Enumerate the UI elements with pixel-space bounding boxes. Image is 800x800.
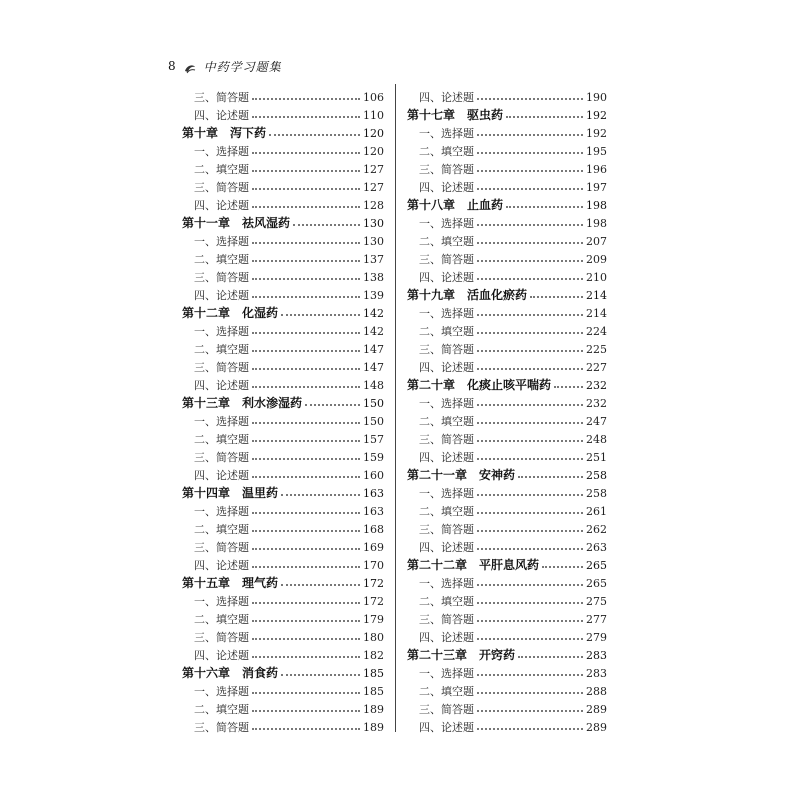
entry-page-number: 192 <box>586 127 607 140</box>
entry-title: 三、简答题 <box>419 613 474 626</box>
toc-chapter-entry[interactable] <box>407 193 607 211</box>
dot-leader <box>252 188 360 190</box>
toc-section-entry[interactable] <box>182 175 384 193</box>
dot-leader <box>269 134 360 136</box>
entry-title: 第二十一章 安神药 <box>407 468 516 482</box>
entry-page-number: 127 <box>363 181 384 194</box>
toc-section-entry[interactable] <box>182 355 384 373</box>
toc-section-entry[interactable] <box>182 679 384 697</box>
toc-section-entry[interactable] <box>407 157 607 175</box>
toc-section-entry[interactable] <box>407 715 607 733</box>
dot-leader <box>252 530 360 532</box>
entry-title: 一、选择题 <box>419 397 474 410</box>
dot-leader <box>477 674 583 676</box>
entry-title: 三、简答题 <box>194 271 249 284</box>
entry-page-number: 130 <box>363 217 384 230</box>
entry-title: 二、填空题 <box>419 235 474 248</box>
toc-section-entry[interactable] <box>407 427 607 445</box>
entry-page-number: 263 <box>586 541 607 554</box>
entry-title: 三、简答题 <box>419 703 474 716</box>
entry-page-number: 262 <box>586 523 607 536</box>
dot-leader <box>477 404 583 406</box>
entry-title: 四、论述题 <box>194 109 249 122</box>
toc-section-entry[interactable] <box>407 337 607 355</box>
dot-leader <box>252 692 360 694</box>
entry-title: 三、简答题 <box>419 343 474 356</box>
toc-chapter-entry[interactable] <box>407 463 607 481</box>
entry-page-number: 225 <box>586 343 607 356</box>
dot-leader <box>506 116 583 118</box>
dot-leader <box>252 602 360 604</box>
entry-title: 三、简答题 <box>194 451 249 464</box>
toc-chapter-entry[interactable] <box>182 121 384 139</box>
toc-section-entry[interactable] <box>407 265 607 283</box>
dot-leader <box>252 620 360 622</box>
toc-section-entry[interactable] <box>407 445 607 463</box>
entry-page-number: 283 <box>586 649 607 662</box>
dot-leader <box>252 710 360 712</box>
entry-page-number: 169 <box>363 541 384 554</box>
entry-title: 二、填空题 <box>194 163 249 176</box>
dot-leader <box>252 458 360 460</box>
entry-page-number: 142 <box>363 325 384 338</box>
entry-title: 二、填空题 <box>419 145 474 158</box>
entry-page-number: 197 <box>586 181 607 194</box>
entry-page-number: 196 <box>586 163 607 176</box>
dot-leader <box>477 224 583 226</box>
dot-leader <box>252 152 360 154</box>
dot-leader <box>477 170 583 172</box>
dot-leader <box>252 476 360 478</box>
entry-title: 第十七章 驱虫药 <box>407 108 504 122</box>
entry-title: 三、简答题 <box>419 253 474 266</box>
toc-column-left <box>182 85 384 733</box>
entry-title: 三、简答题 <box>194 541 249 554</box>
entry-title: 第十四章 温里药 <box>182 486 279 500</box>
toc-section-entry[interactable] <box>182 463 384 481</box>
entry-title: 一、选择题 <box>419 307 474 320</box>
entry-page-number: 120 <box>363 127 384 140</box>
entry-page-number: 265 <box>586 559 607 572</box>
entry-page-number: 159 <box>363 451 384 464</box>
entry-page-number: 106 <box>363 91 384 104</box>
page-header <box>168 57 282 75</box>
dot-leader <box>252 422 360 424</box>
dot-leader <box>542 566 583 568</box>
entry-title: 四、论述题 <box>194 289 249 302</box>
dot-leader <box>477 242 583 244</box>
entry-page-number: 192 <box>586 109 607 122</box>
toc-column-right <box>407 85 607 733</box>
toc-section-entry[interactable] <box>182 643 384 661</box>
entry-title: 一、选择题 <box>419 487 474 500</box>
toc-chapter-entry[interactable] <box>182 571 384 589</box>
entry-page-number: 163 <box>363 487 384 500</box>
entry-title: 四、论述题 <box>419 721 474 734</box>
entry-page-number: 179 <box>363 613 384 626</box>
dot-leader <box>252 350 360 352</box>
entry-title: 第十三章 利水渗湿药 <box>182 396 303 410</box>
entry-page-number: 128 <box>363 199 384 212</box>
toc-section-entry[interactable] <box>407 175 607 193</box>
entry-title: 二、填空题 <box>194 613 249 626</box>
dot-leader <box>252 278 360 280</box>
entry-page-number: 195 <box>586 145 607 158</box>
toc-section-entry[interactable] <box>182 283 384 301</box>
entry-title: 三、简答题 <box>419 433 474 446</box>
entry-page-number: 251 <box>586 451 607 464</box>
entry-page-number: 248 <box>586 433 607 446</box>
entry-title: 二、填空题 <box>194 253 249 266</box>
toc-section-entry[interactable] <box>407 85 607 103</box>
dot-leader <box>252 206 360 208</box>
entry-page-number: 198 <box>586 217 607 230</box>
entry-title: 三、简答题 <box>194 631 249 644</box>
entry-title: 四、论述题 <box>194 559 249 572</box>
toc-section-entry[interactable] <box>182 139 384 157</box>
toc-section-entry[interactable] <box>407 661 607 679</box>
entry-page-number: 232 <box>586 379 607 392</box>
toc-section-entry[interactable] <box>182 85 384 103</box>
entry-page-number: 210 <box>586 271 607 284</box>
entry-title: 四、论述题 <box>194 199 249 212</box>
toc-section-entry[interactable] <box>182 229 384 247</box>
dot-leader <box>281 674 360 676</box>
toc-chapter-entry[interactable] <box>407 553 607 571</box>
entry-page-number: 150 <box>363 415 384 428</box>
toc-section-entry[interactable] <box>182 427 384 445</box>
toc-section-entry[interactable] <box>407 517 607 535</box>
entry-page-number: 138 <box>363 271 384 284</box>
entry-page-number: 209 <box>586 253 607 266</box>
dot-leader <box>477 602 583 604</box>
toc-section-entry[interactable] <box>407 355 607 373</box>
dot-leader <box>477 728 583 730</box>
toc-section-entry[interactable] <box>182 715 384 733</box>
dot-leader <box>477 422 583 424</box>
dot-leader <box>252 656 360 658</box>
dot-leader <box>252 98 360 100</box>
toc-section-entry[interactable] <box>182 193 384 211</box>
entry-page-number: 147 <box>363 361 384 374</box>
dot-leader <box>305 404 360 406</box>
toc-chapter-entry[interactable] <box>182 661 384 679</box>
toc-section-entry[interactable] <box>407 625 607 643</box>
dot-leader <box>477 584 583 586</box>
entry-title: 二、填空题 <box>419 325 474 338</box>
toc-section-entry[interactable] <box>407 571 607 589</box>
entry-title: 二、填空题 <box>419 595 474 608</box>
entry-title: 第十章 泻下药 <box>182 126 267 140</box>
entry-page-number: 214 <box>586 307 607 320</box>
toc-section-entry[interactable] <box>407 391 607 409</box>
dot-leader <box>252 548 360 550</box>
entry-page-number: 157 <box>363 433 384 446</box>
entry-title: 四、论述题 <box>194 469 249 482</box>
entry-page-number: 160 <box>363 469 384 482</box>
entry-title: 二、填空题 <box>194 343 249 356</box>
toc-section-entry[interactable] <box>182 607 384 625</box>
entry-title: 四、论述题 <box>419 541 474 554</box>
entry-page-number: 139 <box>363 289 384 302</box>
entry-title: 一、选择题 <box>194 235 249 248</box>
toc-section-entry[interactable] <box>182 247 384 265</box>
toc-chapter-entry[interactable] <box>407 373 607 391</box>
entry-title: 一、选择题 <box>194 325 249 338</box>
entry-title: 三、简答题 <box>194 181 249 194</box>
dot-leader <box>477 350 583 352</box>
dot-leader <box>477 134 583 136</box>
entry-title: 四、论述题 <box>194 379 249 392</box>
entry-title: 三、简答题 <box>194 91 249 104</box>
entry-page-number: 147 <box>363 343 384 356</box>
entry-page-number: 277 <box>586 613 607 626</box>
toc-section-entry[interactable] <box>182 589 384 607</box>
dot-leader <box>518 656 583 658</box>
entry-title: 二、填空题 <box>194 433 249 446</box>
entry-page-number: 190 <box>586 91 607 104</box>
toc-section-entry[interactable] <box>407 589 607 607</box>
toc-chapter-entry[interactable] <box>182 211 384 229</box>
dot-leader <box>477 278 583 280</box>
entry-title: 四、论述题 <box>419 361 474 374</box>
toc-section-entry[interactable] <box>182 265 384 283</box>
toc-section-entry[interactable] <box>182 157 384 175</box>
entry-page-number: 185 <box>363 685 384 698</box>
toc-section-entry[interactable] <box>182 553 384 571</box>
entry-title: 三、简答题 <box>194 721 249 734</box>
entry-page-number: 258 <box>586 487 607 500</box>
entry-page-number: 289 <box>586 703 607 716</box>
entry-title: 第十六章 消食药 <box>182 666 279 680</box>
toc-section-entry[interactable] <box>182 625 384 643</box>
toc-section-entry[interactable] <box>407 535 607 553</box>
toc-section-entry[interactable] <box>182 409 384 427</box>
entry-page-number: 163 <box>363 505 384 518</box>
book-title: 中药学习题集 <box>203 59 282 74</box>
dot-leader <box>252 638 360 640</box>
toc-section-entry[interactable] <box>407 481 607 499</box>
entry-title: 一、选择题 <box>419 667 474 680</box>
dot-leader <box>252 368 360 370</box>
entry-title: 第十五章 理气药 <box>182 576 279 590</box>
entry-title: 第二十二章 平肝息风药 <box>407 558 540 572</box>
toc-section-entry[interactable] <box>182 517 384 535</box>
entry-title: 三、简答题 <box>194 361 249 374</box>
entry-page-number: 120 <box>363 145 384 158</box>
toc-chapter-entry[interactable] <box>407 283 607 301</box>
entry-title: 第十九章 活血化瘀药 <box>407 288 528 302</box>
dot-leader <box>281 584 360 586</box>
entry-title: 四、论述题 <box>419 91 474 104</box>
entry-page-number: 247 <box>586 415 607 428</box>
toc-chapter-entry[interactable] <box>182 391 384 409</box>
entry-title: 三、简答题 <box>419 523 474 536</box>
entry-title: 二、填空题 <box>419 415 474 428</box>
entry-page-number: 224 <box>586 325 607 338</box>
page-number: 8 <box>168 59 176 73</box>
entry-title: 四、论述题 <box>419 451 474 464</box>
dot-leader <box>252 728 360 730</box>
dot-leader <box>477 494 583 496</box>
entry-page-number: 137 <box>363 253 384 266</box>
toc-chapter-entry[interactable] <box>407 103 607 121</box>
toc-section-entry[interactable] <box>407 499 607 517</box>
entry-title: 一、选择题 <box>194 685 249 698</box>
entry-title: 一、选择题 <box>194 595 249 608</box>
entry-title: 二、填空题 <box>194 523 249 536</box>
entry-title: 四、论述题 <box>194 649 249 662</box>
dot-leader <box>477 98 583 100</box>
dot-leader <box>477 530 583 532</box>
toc-section-entry[interactable] <box>407 121 607 139</box>
entry-page-number: 182 <box>363 649 384 662</box>
entry-page-number: 198 <box>586 199 607 212</box>
toc-section-entry[interactable] <box>407 211 607 229</box>
entry-title: 一、选择题 <box>419 217 474 230</box>
dot-leader <box>252 386 360 388</box>
entry-page-number: 261 <box>586 505 607 518</box>
toc-section-entry[interactable] <box>182 697 384 715</box>
dot-leader <box>506 206 583 208</box>
entry-page-number: 180 <box>363 631 384 644</box>
dot-leader <box>252 512 360 514</box>
entry-page-number: 170 <box>363 559 384 572</box>
entry-page-number: 207 <box>586 235 607 248</box>
dot-leader <box>252 116 360 118</box>
entry-page-number: 150 <box>363 397 384 410</box>
entry-title: 二、填空题 <box>194 703 249 716</box>
dot-leader <box>477 512 583 514</box>
entry-page-number: 279 <box>586 631 607 644</box>
dot-leader <box>518 476 583 478</box>
toc-section-entry[interactable] <box>407 301 607 319</box>
entry-page-number: 130 <box>363 235 384 248</box>
entry-title: 一、选择题 <box>419 577 474 590</box>
entry-page-number: 168 <box>363 523 384 536</box>
toc-section-entry[interactable] <box>407 247 607 265</box>
entry-title: 一、选择题 <box>419 127 474 140</box>
entry-page-number: 258 <box>586 469 607 482</box>
dot-leader <box>477 638 583 640</box>
entry-title: 二、填空题 <box>419 505 474 518</box>
dot-leader <box>252 332 360 334</box>
dot-leader <box>281 494 360 496</box>
dot-leader <box>530 296 583 298</box>
entry-title: 第十二章 化湿药 <box>182 306 279 320</box>
toc-section-entry[interactable] <box>407 607 607 625</box>
dot-leader <box>477 548 583 550</box>
toc-chapter-entry[interactable] <box>182 301 384 319</box>
entry-title: 第十八章 止血药 <box>407 198 504 212</box>
dot-leader <box>252 170 360 172</box>
column-divider <box>395 84 396 732</box>
entry-title: 四、论述题 <box>419 631 474 644</box>
entry-page-number: 127 <box>363 163 384 176</box>
dot-leader <box>252 242 360 244</box>
dot-leader <box>554 386 583 388</box>
dot-leader <box>252 566 360 568</box>
entry-page-number: 265 <box>586 577 607 590</box>
entry-page-number: 232 <box>586 397 607 410</box>
toc-section-entry[interactable] <box>182 445 384 463</box>
dot-leader <box>477 368 583 370</box>
dot-leader <box>477 260 583 262</box>
toc-section-entry[interactable] <box>407 229 607 247</box>
entry-page-number: 288 <box>586 685 607 698</box>
toc-section-entry[interactable] <box>407 139 607 157</box>
entry-page-number: 214 <box>586 289 607 302</box>
toc-section-entry[interactable] <box>182 103 384 121</box>
toc-section-entry[interactable] <box>182 319 384 337</box>
entry-page-number: 289 <box>586 721 607 734</box>
dot-leader <box>252 260 360 262</box>
entry-page-number: 189 <box>363 703 384 716</box>
entry-title: 四、论述题 <box>419 271 474 284</box>
entry-title: 四、论述题 <box>419 181 474 194</box>
dot-leader <box>477 314 583 316</box>
dot-leader <box>477 440 583 442</box>
dot-leader <box>252 296 360 298</box>
entry-page-number: 142 <box>363 307 384 320</box>
dot-leader <box>477 458 583 460</box>
dot-leader <box>477 152 583 154</box>
entry-page-number: 148 <box>363 379 384 392</box>
toc-section-entry[interactable] <box>182 535 384 553</box>
entry-page-number: 283 <box>586 667 607 680</box>
dot-leader <box>477 188 583 190</box>
toc-section-entry[interactable] <box>182 499 384 517</box>
entry-title: 第二十三章 开窍药 <box>407 648 516 662</box>
toc-chapter-entry[interactable] <box>182 481 384 499</box>
entry-page-number: 189 <box>363 721 384 734</box>
entry-page-number: 227 <box>586 361 607 374</box>
entry-title: 二、填空题 <box>419 685 474 698</box>
toc-chapter-entry[interactable] <box>407 643 607 661</box>
dot-leader <box>477 620 583 622</box>
entry-page-number: 275 <box>586 595 607 608</box>
entry-page-number: 110 <box>363 109 384 122</box>
dot-leader <box>281 314 360 316</box>
entry-title: 三、简答题 <box>419 163 474 176</box>
book-logo-icon <box>184 60 196 72</box>
entry-page-number: 172 <box>363 595 384 608</box>
toc-section-entry[interactable] <box>182 337 384 355</box>
dot-leader <box>477 692 583 694</box>
entry-title: 第二十章 化痰止咳平喘药 <box>407 378 552 392</box>
dot-leader <box>477 332 583 334</box>
toc-section-entry[interactable] <box>407 409 607 427</box>
entry-title: 一、选择题 <box>194 145 249 158</box>
dot-leader <box>293 224 360 226</box>
entry-title: 第十一章 祛风湿药 <box>182 216 291 230</box>
entry-title: 一、选择题 <box>194 415 249 428</box>
entry-title: 一、选择题 <box>194 505 249 518</box>
toc-section-entry[interactable] <box>182 373 384 391</box>
dot-leader <box>252 440 360 442</box>
dot-leader <box>477 710 583 712</box>
toc-section-entry[interactable] <box>407 319 607 337</box>
entry-page-number: 172 <box>363 577 384 590</box>
toc-section-entry[interactable] <box>407 679 607 697</box>
entry-page-number: 185 <box>363 667 384 680</box>
toc-section-entry[interactable] <box>407 697 607 715</box>
